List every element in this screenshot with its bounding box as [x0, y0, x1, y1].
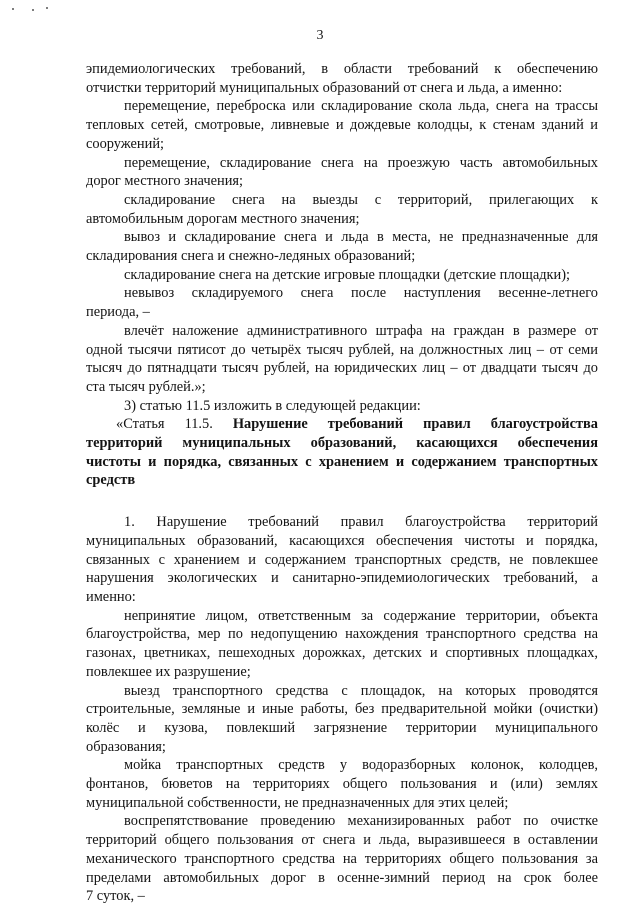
text-line: эпидемиологических требований, в области требований к обеспечению [86, 61, 598, 77]
section-1-paragraph [86, 513, 598, 607]
text-line: периода, – [86, 304, 150, 321]
text-line: нарушения экологических и санитарно-эпидемиологических требований, а [86, 570, 598, 587]
text-line: строительные, земляные и иные работы, без предварительной мойки (очистки) [86, 701, 598, 718]
list-item [86, 682, 598, 757]
list-item [86, 284, 598, 321]
list-item [86, 322, 598, 397]
text-line: фонтанов, бюветов на территориях общего пользования и (или) землях [86, 776, 598, 793]
text-line: именно: [86, 588, 136, 605]
article-title-first: Нарушение требований правил благоустройства [232, 416, 598, 433]
text-line: 1. Нарушение требований правил благоустройства территорий [124, 514, 598, 531]
text-line: тепловых сетей, смотровые, ливневые и дождевые колодцы, к стенам зданий и [86, 117, 598, 134]
text-line: муниципальной собственности, не предназначенных для этих целей; [86, 794, 509, 811]
text-line: связанных с хранением и содержанием транспортных средств, не повлекшее [86, 551, 598, 568]
list-item [86, 228, 598, 265]
text-line: дорог местного значения; [86, 173, 244, 190]
list-item [86, 812, 598, 906]
intro-paragraph [86, 60, 598, 97]
text-line: тысяч до пятнадцати тысяч рублей, на юридических лиц – от двадцати тысяч до [86, 360, 598, 377]
text-line: пределами автомобильных дорог в осенне-зимний период на срок более [86, 869, 598, 886]
list-item [86, 266, 598, 285]
text-line: автомобильным дорогам местного значения; [86, 210, 360, 227]
article-title-lines [86, 434, 598, 490]
text-line: чистоты и порядка, связанных с хранением и содержанием транспортных [86, 453, 598, 470]
text-line: территорий общего пользования от снега и льда, выразившееся в оставлении [86, 832, 598, 849]
text-line: непринятие лицом, ответственным за содержание территории, объекта [124, 607, 598, 624]
text-line: мойка транспортных средств у водоразборных колонок, колодцев, [124, 757, 598, 774]
text-line: невывоз складируемого снега после наступления весенне-летнего [124, 285, 598, 302]
text-line: 3) статью 11.5 изложить в следующей редакции: [124, 397, 421, 414]
text-line: одной тысячи пятисот до четырёх тысяч рублей, на должностных лиц – от семи [86, 341, 598, 358]
text-line: муниципальных образований, касающихся обеспечения чистоты и порядка, [86, 532, 598, 549]
text-line: территорий муниципальных образований, касающихся обеспечения [86, 435, 598, 452]
list-item [86, 97, 598, 153]
text-line: повлекшее их разрушение; [86, 663, 251, 680]
paragraph [86, 60, 598, 97]
article-number: «Статья 11.5. [116, 416, 213, 433]
text-line: средств [86, 472, 136, 489]
list-item [86, 154, 598, 191]
text-line: газонах, цветниках, пешеходных дорожках, детских и спортивных площадках, [86, 645, 598, 662]
text-line: сооружений; [86, 135, 165, 152]
text-line: вывоз и складирование снега и льда в места, не предназначенные для [124, 229, 598, 246]
text-line: перемещение, складирование снега на проезжую часть автомобильных [124, 154, 598, 171]
text-line: благоустройства, мер по недопущению нахождения транспортного средства на [86, 626, 598, 643]
text-line: 7 суток, – [86, 888, 145, 905]
text-line: складирование снега на выезды с территорий, прилегающих к [124, 191, 598, 208]
text-line: воспрепятствование проведению механизированных работ по очистке [124, 813, 598, 830]
text-line: складирования снега и снежно-ледяных образований; [86, 248, 416, 265]
article-title-rest [86, 434, 598, 490]
text-line: механического транспортного средства на территориях общего пользования за [86, 850, 598, 867]
document-body [86, 60, 598, 906]
article-heading [86, 415, 598, 490]
list-item [86, 607, 598, 682]
spacer [86, 490, 598, 513]
text-line: отчистки территорий муниципальных образований от снега и льда, а именно: [86, 79, 563, 96]
offense-list-vehicles [86, 607, 598, 906]
text-line: образования; [86, 738, 166, 755]
page-number: 3 [316, 28, 324, 43]
article-heading-line [86, 415, 598, 434]
text-line: колёс и кузова, повлекший загрязнение территории муниципального [86, 719, 598, 736]
list-item [86, 397, 598, 416]
text-line: выезд транспортного средства с площадок, на которых проводятся [124, 682, 598, 699]
list-item [86, 191, 598, 228]
text-line: ста тысяч рублей.»; [86, 378, 206, 395]
list-item [86, 756, 598, 812]
paragraph [86, 513, 598, 607]
text-line: перемещение, переброска или складирование скола льда, снега на трассы [124, 98, 598, 115]
text-line: влечёт наложение административного штрафа на граждан в размере от [124, 322, 598, 339]
offense-list-snow [86, 97, 598, 415]
text-line: складирование снега на детские игровые площадки (детские площадки); [124, 266, 571, 283]
